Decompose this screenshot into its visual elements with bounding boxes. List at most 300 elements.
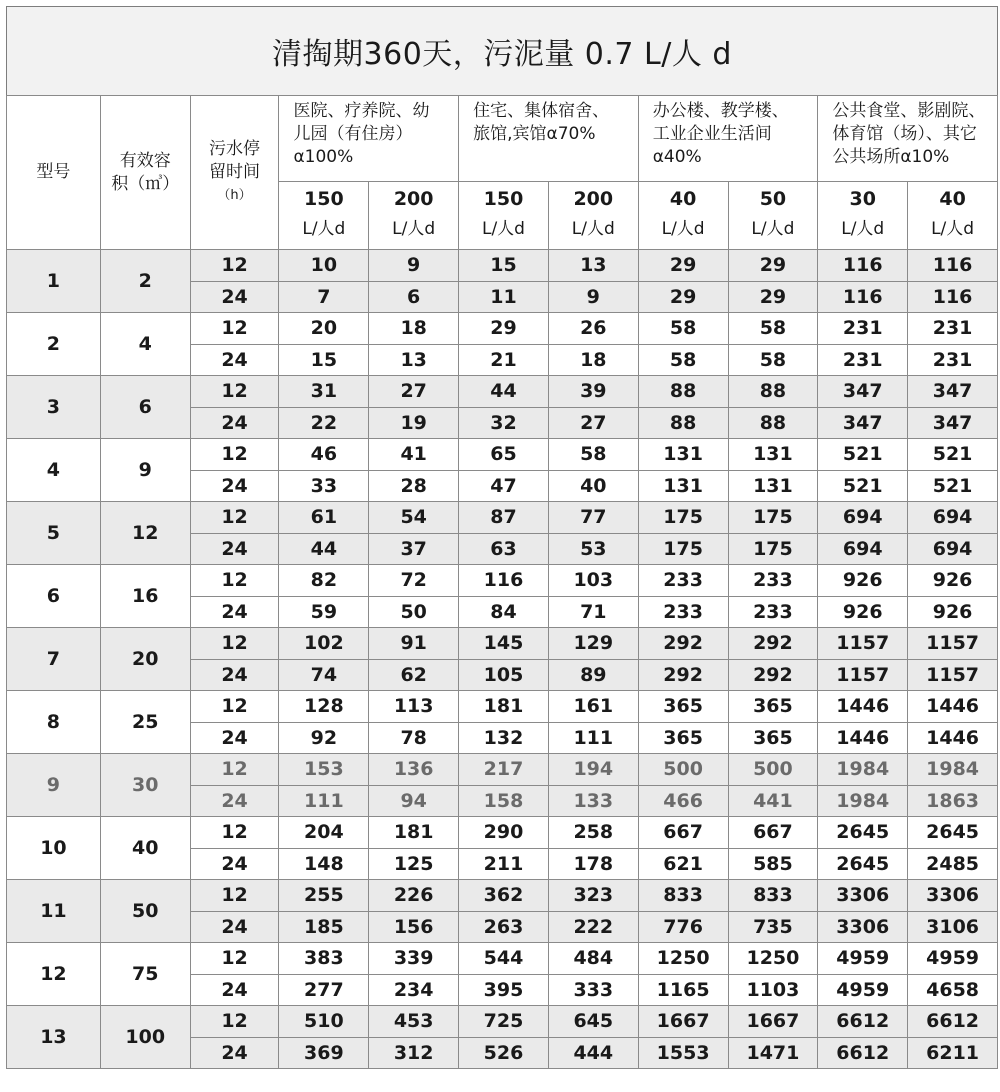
value-cell: 1446 [818,722,908,754]
value-cell: 2645 [818,848,908,880]
retention-cell: 24 [190,407,279,439]
value-cell: 3306 [818,911,908,943]
value-cell: 365 [728,722,818,754]
category-line: 旅馆,宾馆α70% [473,124,596,144]
value-cell: 58 [638,313,728,345]
table-row [7,880,998,912]
volume-cell: 25 [100,691,190,754]
retention-cell: 24 [190,470,279,502]
value-cell: 26 [548,313,638,345]
category-line: 公共食堂、影剧院、 [832,101,986,121]
value-cell: 1984 [818,785,908,817]
value-cell: 11 [459,281,549,313]
value-cell: 54 [369,502,459,534]
value-cell: 131 [638,470,728,502]
retention-cell: 12 [190,691,279,723]
value-cell: 231 [818,344,908,376]
retention-cell: 12 [190,880,279,912]
value-cell: 1863 [908,785,998,817]
value-cell: 526 [459,1037,549,1069]
category-line: α40% [652,147,702,167]
value-cell: 88 [728,407,818,439]
value-cell: 521 [818,470,908,502]
value-cell: 362 [459,880,549,912]
value-cell: 88 [638,376,728,408]
value-cell: 116 [818,250,908,282]
value-cell: 29 [728,250,818,282]
value-cell: 29 [638,281,728,313]
value-cell: 13 [548,250,638,282]
retention-cell: 24 [190,659,279,691]
model-cell: 5 [7,502,101,565]
value-cell: 1157 [908,659,998,691]
value-cell: 694 [818,533,908,565]
retention-cell: 12 [190,754,279,786]
volume-cell: 12 [100,502,190,565]
value-cell: 1446 [908,722,998,754]
value-cell: 58 [638,344,728,376]
rate-value: 30 [849,188,876,210]
value-cell: 94 [369,785,459,817]
rate-header-cell [369,182,459,250]
value-cell: 41 [369,439,459,471]
volume-cell: 50 [100,880,190,943]
value-cell: 694 [908,533,998,565]
retention-cell: 12 [190,943,279,975]
value-cell: 125 [369,848,459,880]
value-cell: 926 [818,596,908,628]
value-cell: 217 [459,754,549,786]
rate-header-cell [279,182,369,250]
value-cell: 40 [548,470,638,502]
table-row [7,754,998,786]
value-cell: 1471 [728,1037,818,1069]
value-cell: 233 [638,565,728,597]
retention-cell: 24 [190,848,279,880]
value-cell: 292 [728,628,818,660]
rate-unit: L/人d [751,219,795,239]
model-cell: 2 [7,313,101,376]
retention-cell: 24 [190,596,279,628]
value-cell: 132 [459,722,549,754]
rate-value: 40 [669,188,697,210]
value-cell: 395 [459,974,549,1006]
model-cell: 7 [7,628,101,691]
retention-cell: 24 [190,911,279,943]
value-cell: 1103 [728,974,818,1006]
table-title: 清掏期360天，污泥量 0.7 L/人 d [6,6,998,95]
value-cell: 926 [908,596,998,628]
rate-unit: L/人d [571,219,615,239]
value-cell: 63 [459,533,549,565]
value-cell: 233 [638,596,728,628]
retention-cell: 12 [190,1006,279,1038]
value-cell: 292 [638,659,728,691]
retention-cell: 12 [190,250,279,282]
model-cell: 1 [7,250,101,313]
value-cell: 29 [728,281,818,313]
value-cell: 312 [369,1037,459,1069]
value-cell: 15 [279,344,369,376]
header-retention-line1: 污水停 [209,139,261,159]
value-cell: 27 [369,376,459,408]
volume-cell: 20 [100,628,190,691]
value-cell: 44 [279,533,369,565]
rate-header-cell [908,182,998,250]
table-row [7,439,998,471]
rate-value: 150 [304,188,344,210]
header-category-residential [459,96,639,182]
value-cell: 32 [459,407,549,439]
value-cell: 4658 [908,974,998,1006]
value-cell: 234 [369,974,459,1006]
value-cell: 61 [279,502,369,534]
value-cell: 263 [459,911,549,943]
table-row [7,817,998,849]
value-cell: 9 [548,281,638,313]
value-cell: 44 [459,376,549,408]
header-category-office [638,96,818,182]
value-cell: 347 [908,407,998,439]
value-cell: 78 [369,722,459,754]
table-body [7,250,998,1069]
value-cell: 776 [638,911,728,943]
value-cell: 1667 [638,1006,728,1038]
value-cell: 145 [459,628,549,660]
value-cell: 19 [369,407,459,439]
header-retention [190,96,279,250]
value-cell: 50 [369,596,459,628]
value-cell: 255 [279,880,369,912]
value-cell: 1667 [728,1006,818,1038]
value-cell: 231 [908,344,998,376]
value-cell: 131 [638,439,728,471]
value-cell: 158 [459,785,549,817]
value-cell: 88 [728,376,818,408]
value-cell: 175 [728,533,818,565]
rate-header-cell [638,182,728,250]
volume-cell: 2 [100,250,190,313]
value-cell: 333 [548,974,638,1006]
value-cell: 22 [279,407,369,439]
rate-unit: L/人d [302,219,346,239]
value-cell: 62 [369,659,459,691]
value-cell: 111 [548,722,638,754]
rate-unit: L/人d [661,219,705,239]
value-cell: 292 [638,628,728,660]
value-cell: 2645 [818,817,908,849]
value-cell: 521 [818,439,908,471]
value-cell: 339 [369,943,459,975]
value-cell: 521 [908,439,998,471]
retention-cell: 12 [190,817,279,849]
value-cell: 161 [548,691,638,723]
value-cell: 6 [369,281,459,313]
value-cell: 694 [818,502,908,534]
value-cell: 129 [548,628,638,660]
value-cell: 37 [369,533,459,565]
value-cell: 181 [369,817,459,849]
value-cell: 20 [279,313,369,345]
value-cell: 833 [638,880,728,912]
value-cell: 47 [459,470,549,502]
value-cell: 128 [279,691,369,723]
value-cell: 323 [548,880,638,912]
table-row [7,628,998,660]
retention-cell: 24 [190,722,279,754]
value-cell: 204 [279,817,369,849]
value-cell: 91 [369,628,459,660]
value-cell: 82 [279,565,369,597]
value-cell: 6211 [908,1037,998,1069]
value-cell: 233 [728,565,818,597]
retention-cell: 12 [190,565,279,597]
retention-cell: 12 [190,439,279,471]
value-cell: 290 [459,817,549,849]
value-cell: 9 [369,250,459,282]
value-cell: 3306 [908,880,998,912]
table-row [7,376,998,408]
value-cell: 926 [908,565,998,597]
value-cell: 175 [638,502,728,534]
value-cell: 258 [548,817,638,849]
value-cell: 725 [459,1006,549,1038]
value-cell: 226 [369,880,459,912]
value-cell: 1984 [908,754,998,786]
value-cell: 347 [818,407,908,439]
volume-cell: 9 [100,439,190,502]
header-category-hospital [279,96,459,182]
value-cell: 347 [818,376,908,408]
retention-cell: 24 [190,974,279,1006]
value-cell: 92 [279,722,369,754]
header-retention-unit: （h） [217,188,252,203]
value-cell: 58 [728,344,818,376]
volume-cell: 16 [100,565,190,628]
rate-header-cell [548,182,638,250]
header-volume [100,96,190,250]
value-cell: 211 [459,848,549,880]
header-category-public [818,96,998,182]
category-line: 工业企业生活间 [652,124,772,144]
value-cell: 500 [638,754,728,786]
retention-cell: 12 [190,628,279,660]
rate-unit: L/人d [481,219,525,239]
table-row [7,1006,998,1038]
value-cell: 28 [369,470,459,502]
value-cell: 926 [818,565,908,597]
model-cell: 4 [7,439,101,502]
retention-cell: 24 [190,344,279,376]
value-cell: 2645 [908,817,998,849]
value-cell: 500 [728,754,818,786]
value-cell: 735 [728,911,818,943]
value-cell: 29 [638,250,728,282]
value-cell: 153 [279,754,369,786]
table-row [7,691,998,723]
value-cell: 2485 [908,848,998,880]
retention-cell: 12 [190,502,279,534]
value-cell: 231 [908,313,998,345]
value-cell: 621 [638,848,728,880]
value-cell: 6612 [818,1006,908,1038]
value-cell: 1165 [638,974,728,1006]
value-cell: 133 [548,785,638,817]
value-cell: 15 [459,250,549,282]
value-cell: 544 [459,943,549,975]
retention-cell: 24 [190,533,279,565]
value-cell: 645 [548,1006,638,1038]
value-cell: 1250 [728,943,818,975]
value-cell: 113 [369,691,459,723]
capacity-table [6,95,998,1069]
value-cell: 3106 [908,911,998,943]
volume-cell: 100 [100,1006,190,1069]
value-cell: 59 [279,596,369,628]
value-cell: 46 [279,439,369,471]
value-cell: 58 [548,439,638,471]
rate-unit: L/人d [841,219,885,239]
rate-value: 200 [573,188,614,210]
value-cell: 175 [728,502,818,534]
model-cell: 8 [7,691,101,754]
value-cell: 18 [548,344,638,376]
rate-unit: L/人d [931,219,975,239]
rate-value: 40 [939,188,966,210]
value-cell: 466 [638,785,728,817]
value-cell: 1157 [818,628,908,660]
value-cell: 4959 [818,974,908,1006]
header-volume-line2: 积（㎥） [111,173,180,194]
value-cell: 365 [638,722,728,754]
value-cell: 1446 [818,691,908,723]
value-cell: 29 [459,313,549,345]
table-row [7,502,998,534]
value-cell: 89 [548,659,638,691]
sludge-table-page [6,6,998,1069]
category-line: 住宅、集体宿舍、 [473,101,610,121]
rate-header-cell [728,182,818,250]
value-cell: 6612 [818,1037,908,1069]
value-cell: 1553 [638,1037,728,1069]
value-cell: 13 [369,344,459,376]
table-row [7,943,998,975]
value-cell: 521 [908,470,998,502]
value-cell: 116 [908,281,998,313]
model-cell: 3 [7,376,101,439]
value-cell: 77 [548,502,638,534]
value-cell: 833 [728,880,818,912]
model-cell: 11 [7,880,101,943]
volume-cell: 30 [100,754,190,817]
model-cell: 9 [7,754,101,817]
value-cell: 4959 [818,943,908,975]
value-cell: 10 [279,250,369,282]
value-cell: 231 [818,313,908,345]
rate-header-cell [818,182,908,250]
retention-cell: 24 [190,1037,279,1069]
value-cell: 484 [548,943,638,975]
table-row [7,313,998,345]
value-cell: 178 [548,848,638,880]
value-cell: 1157 [818,659,908,691]
header-model: 型号 [7,96,101,250]
value-cell: 111 [279,785,369,817]
value-cell: 1446 [908,691,998,723]
value-cell: 105 [459,659,549,691]
value-cell: 277 [279,974,369,1006]
value-cell: 444 [548,1037,638,1069]
value-cell: 510 [279,1006,369,1038]
value-cell: 33 [279,470,369,502]
value-cell: 233 [728,596,818,628]
value-cell: 1157 [908,628,998,660]
rate-value: 200 [393,188,434,210]
value-cell: 347 [908,376,998,408]
value-cell: 131 [728,470,818,502]
value-cell: 18 [369,313,459,345]
header-volume-line1: 有效容 [119,150,171,171]
value-cell: 74 [279,659,369,691]
category-line: 办公楼、教学楼、 [652,101,789,121]
value-cell: 116 [459,565,549,597]
value-cell: 3306 [818,880,908,912]
value-cell: 131 [728,439,818,471]
value-cell: 156 [369,911,459,943]
value-cell: 116 [908,250,998,282]
table-row [7,250,998,282]
model-cell: 10 [7,817,101,880]
category-line: 公共场所α10% [832,147,950,167]
volume-cell: 75 [100,943,190,1006]
value-cell: 4959 [908,943,998,975]
model-cell: 12 [7,943,101,1006]
value-cell: 1984 [818,754,908,786]
value-cell: 175 [638,533,728,565]
value-cell: 383 [279,943,369,975]
value-cell: 585 [728,848,818,880]
retention-cell: 24 [190,281,279,313]
value-cell: 103 [548,565,638,597]
retention-cell: 12 [190,313,279,345]
value-cell: 185 [279,911,369,943]
category-line: 医院、疗养院、幼 [293,101,430,121]
value-cell: 88 [638,407,728,439]
value-cell: 71 [548,596,638,628]
value-cell: 148 [279,848,369,880]
value-cell: 84 [459,596,549,628]
value-cell: 31 [279,376,369,408]
model-cell: 13 [7,1006,101,1069]
value-cell: 453 [369,1006,459,1038]
value-cell: 65 [459,439,549,471]
rate-header-cell [459,182,549,250]
value-cell: 116 [818,281,908,313]
rate-value: 50 [759,188,787,210]
category-line: 儿园（有住房） [293,124,413,144]
value-cell: 694 [908,502,998,534]
value-cell: 667 [728,817,818,849]
value-cell: 6612 [908,1006,998,1038]
value-cell: 222 [548,911,638,943]
header-retention-line2: 留时间 [209,162,261,182]
value-cell: 369 [279,1037,369,1069]
value-cell: 39 [548,376,638,408]
retention-cell: 24 [190,785,279,817]
category-line: 体育馆（场）、其它 [832,124,977,144]
value-cell: 181 [459,691,549,723]
value-cell: 53 [548,533,638,565]
